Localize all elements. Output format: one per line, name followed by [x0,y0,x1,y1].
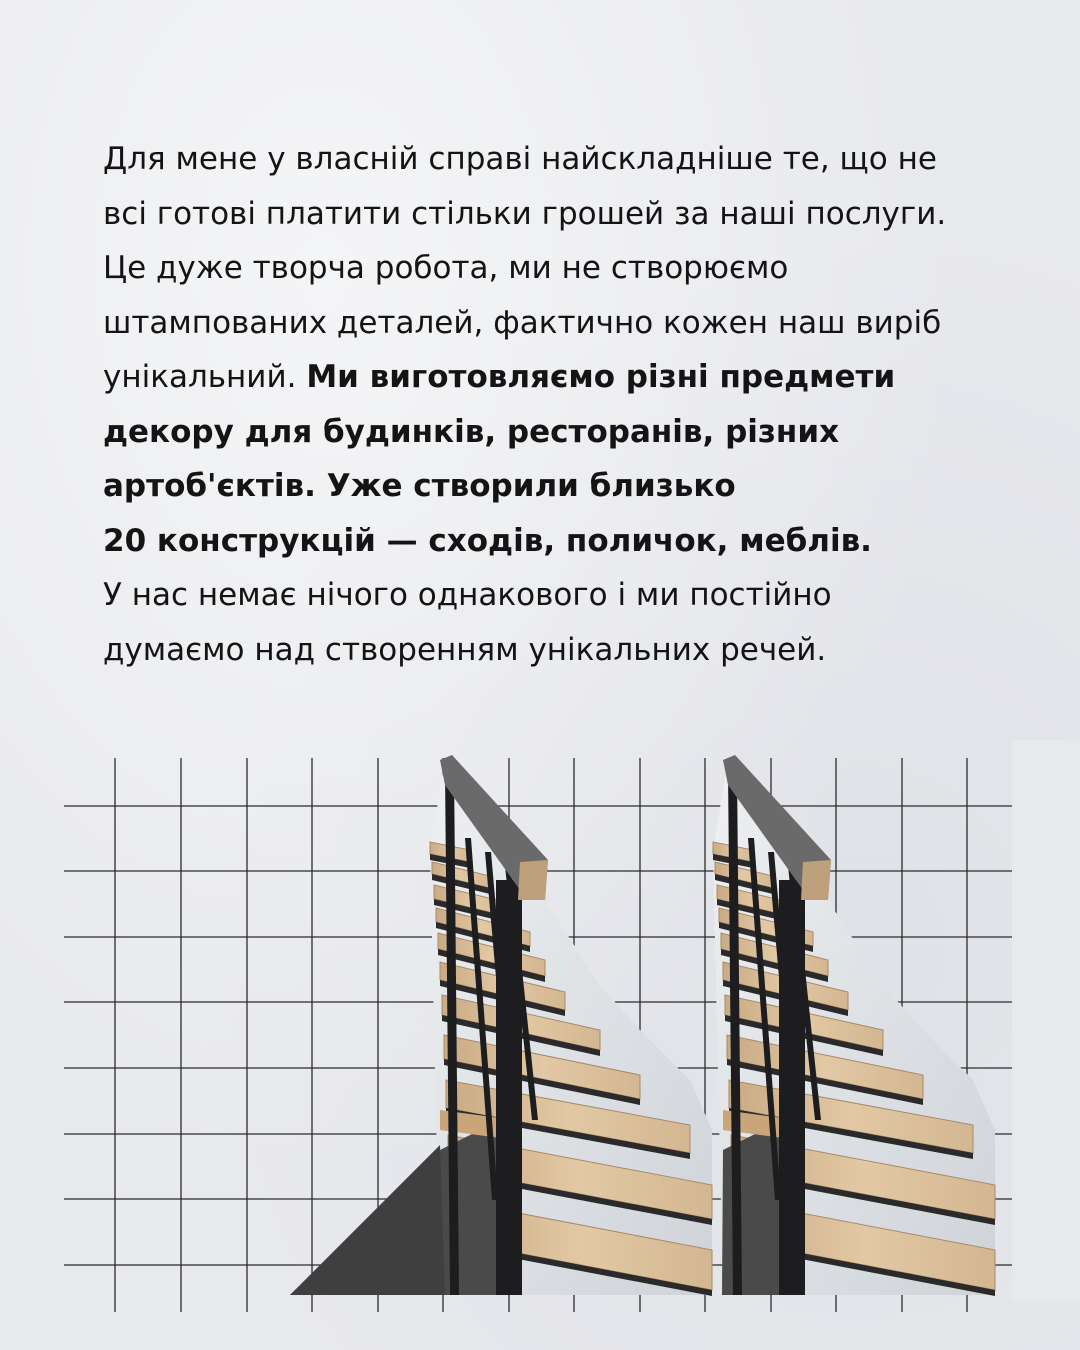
text-line-1: Для мене у власній справі найскладніше те, що не [103,141,937,177]
text-line-10: думаємо над створенням унікальних речей. [103,631,827,668]
text-line-8: 20 конструкцій — сходів, поличок, меблів. [103,522,872,559]
text-line-3: Це дуже творча робота, ми не створюємо [103,250,789,286]
stair-right-mask [1012,740,1080,1300]
stair-handrail-cap [518,860,548,900]
stair-handrail-cap [801,860,831,900]
text-line-6: декору для будинків, ресторанів, різних [103,413,840,450]
stair-left-floor-wedge [290,1145,445,1295]
stair-post [779,880,805,1295]
text-line-2: всі готові платити стільки грошей за наші послуги. [103,195,947,232]
text-line-5-regular: унікальний. [103,359,307,395]
text-line-7: артоб'єктів. Уже створили близько [103,468,736,504]
stair-post [496,880,522,1295]
text-line-9: У нас немає нічого однакового і ми постійно [103,577,832,613]
text-line-4: штампованих деталей, фактично кожен наш виріб [103,304,942,341]
text-line-5-bold: Ми виготовляємо різні предмети [306,359,896,395]
staircase-left [290,755,712,1296]
staircase-right [713,740,1080,1300]
